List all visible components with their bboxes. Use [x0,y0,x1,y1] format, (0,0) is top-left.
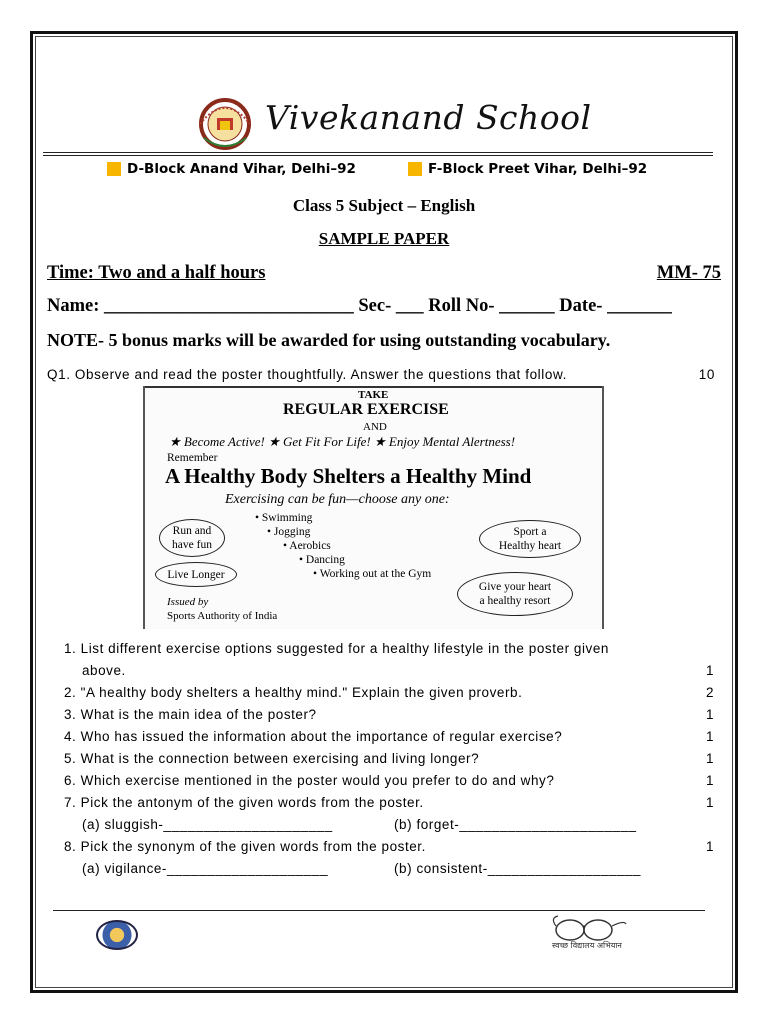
question-row: 4. Who has issued the information about the importance of regular exercise? 1 [64,729,714,744]
question-row: 3. What is the main idea of the poster? 1 [64,707,714,722]
question-1-marks: 10 [698,367,715,382]
header-divider-top [43,152,713,153]
oval-sport-healthy-heart: Sport a Healthy heart [479,520,581,558]
branch-address-2 [408,161,647,177]
question-row: 5. What is the connection between exercising and living longer? 1 [64,751,714,766]
school-logo-icon [194,94,256,150]
max-marks-label: MM- 75 [656,263,721,283]
student-details-row [47,296,721,317]
poster-option: • Swimming [255,512,313,524]
swachh-vidyalaya-label: स्वच्छ विद्यालय अभियान [552,941,622,950]
question-1-heading [47,367,715,382]
poster-regular-exercise: REGULAR EXERCISE [283,401,449,418]
branch-1-label: D-Block Anand Vihar, Delhi–92 [127,161,356,177]
question-row: 6. Which exercise mentioned in the poster would you prefer to do and why? 1 [64,773,714,788]
name-sec-roll-date-line: Name: ___________________________ Sec- ___ Roll No- ______ Date- _______ [47,296,672,316]
question-row: above. 1 [82,663,714,678]
question-row: 1. List different exercise options suggested for a healthy lifestyle in the poster given [64,641,609,656]
poster-headline: A Healthy Body Shelters a Healthy Mind [165,464,532,488]
poster-authority: Sports Authority of India [167,610,278,622]
square-bullet-icon [408,162,422,176]
poster-option: • Working out at the Gym [313,568,432,580]
q7-sub-parts [64,814,714,836]
branch-address-1 [107,161,356,177]
q7-part-b: (b) forget-______________________ [394,817,637,832]
poster-issued-by: Issued by [167,596,209,608]
header-divider-bottom [43,155,713,156]
poster-and: AND [363,421,387,433]
oval-run-and-have-fun: Run and have fun [159,519,225,557]
question-list [64,638,714,880]
oval-healthy-resort: Give your heart a healthy resort [457,572,573,616]
bonus-note: NOTE- 5 bonus marks will be awarded for using outstanding vocabulary. [47,330,611,350]
question-row: 2. "A healthy body shelters a healthy mind." Explain the given proverb. 2 [64,685,714,700]
square-bullet-icon [107,162,121,176]
q7-part-a: (a) sluggish-_____________________ [82,817,333,832]
q8-part-a: (a) vigilance-____________________ [82,861,329,876]
poster-option: • Dancing [299,554,345,566]
q8-sub-parts [64,858,714,880]
poster-slogans: ★ Become Active! ★ Get Fit For Life! ★ Enjoy Mental Alertness! [169,434,516,449]
exercise-poster [143,386,604,629]
question-row: 8. Pick the synonym of the given words from the poster. 1 [64,839,714,854]
poster-subline: Exercising can be fun—choose any one: [225,492,450,507]
poster-take: TAKE [358,389,389,401]
poster-option: • Aerobics [283,540,331,552]
branch-2-label: F-Block Preet Vihar, Delhi–92 [428,161,648,177]
question-row: 7. Pick the antonym of the given words from the poster. 1 [64,795,714,810]
school-name: Vivekanand School [265,98,592,137]
poster-option: • Jogging [267,526,311,538]
poster-remember: Remember [167,452,218,464]
class-subject: Class 5 Subject – English [292,196,476,215]
time-label: Time: Two and a half hours [47,263,266,283]
time-marks-row [47,263,721,284]
oval-live-longer: Live Longer [155,562,237,587]
government-seal-icon [96,920,138,950]
paper-type-title: SAMPLE PAPER [318,229,450,248]
question-1-text: Q1. Observe and read the poster thoughtfully. Answer the questions that follow. [47,367,567,382]
q8-part-b: (b) consistent-___________________ [394,861,641,876]
footer-divider [53,910,705,911]
